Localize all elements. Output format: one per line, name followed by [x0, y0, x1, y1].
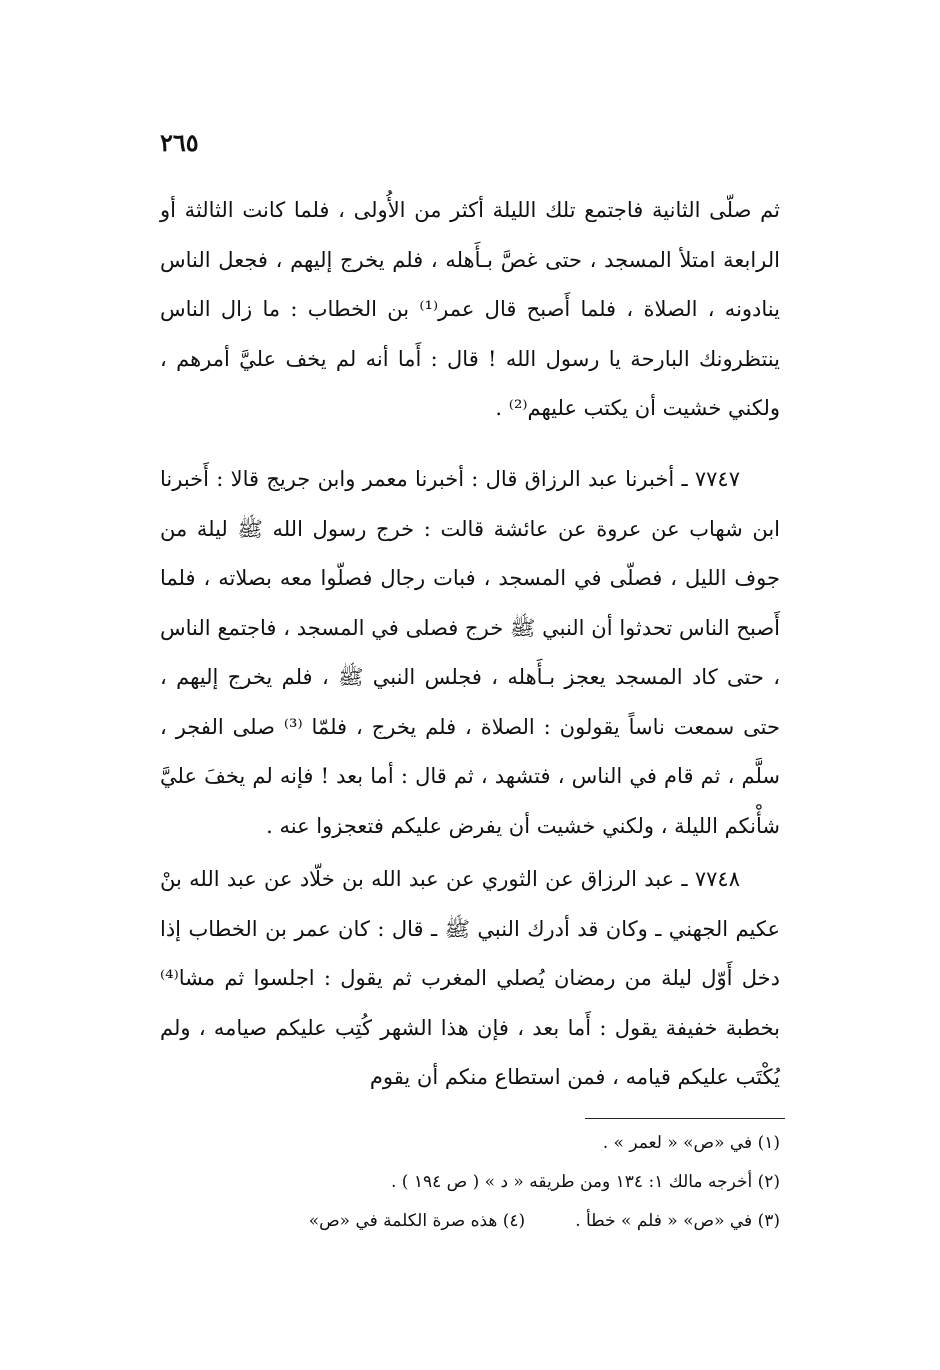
footnotes [160, 1124, 780, 1241]
footnote-4: (٤) هذه صرة الكلمة في «ص» [308, 1211, 526, 1231]
paragraph-text: ثم صلّى الثانية فاجتمع تلك الليلة أكثر من الأُولى ، فلما كانت الثالثة أو الرابعة امتلأ المسجد ، حتى غصَّ بـأَهله ، فلم يخرج إليهم ، فجعل الناس ينادونه ، الصلاة ، فلما أَصبح قال عمر⁽¹⁾ بن الخطاب : ما زال الناس ينتظرونك البارحة يا رسول الله ! قال : أَما أنه لم يخف عليَّ أمرهم ، ولكني خشيت أن يكتب عليهم⁽²⁾ . [160, 198, 780, 420]
footnote-1: (١) في «ص» « لعمر » . [602, 1133, 780, 1153]
hadith-7748 [160, 855, 780, 1103]
paragraph-text: ٧٧٤٨ ـ عبد الرزاق عن الثوري عن عبد الله بن خلّاد عن عبد الله بنْ عكيم الجهني ـ وكان قد أدرك النبي ﷺ ـ قال : كان عمر بن الخطاب إذا دخل أَوّل ليلة من رمضان يُصلي المغرب ثم يقول : اجلسوا ثم مشا⁽⁴⁾ بخطبة خفيفة يقول : أَما بعد ، فإن هذا الشهر كُتِب عليكم صيامه ، ولم يُكْتَب عليكم قيامه ، فمن استطاع منكم أن يقوم [160, 867, 780, 1089]
page-number: ٢٦٥ [160, 128, 199, 157]
footnote-3: (٣) في «ص» « فلم » خطأ . [575, 1211, 780, 1231]
footnote-2: (٢) أخرجه مالك ١: ١٣٤ ومن طريقه « د » ( ص ١٩٤ ) . [391, 1172, 780, 1192]
paragraph-continuation [160, 186, 780, 434]
hadith-7747 [160, 455, 780, 851]
paragraph-text: ٧٧٤٧ ـ أخبرنا عبد الرزاق قال : أخبرنا معمر وابن جريج قالا : أَخبرنا ابن شهاب عن عروة عن عائشة قالت : خرج رسول الله ﷺ ليلة من جوف الليل ، فصلّى في المسجد ، فبات رجال فصلّوا معه بصلاته ، فلما أَصبح الناس تحدثوا أن النبي ﷺ خرج فصلى في المسجد ، فاجتمع الناس ، حتى كاد المسجد يعجز بـأَهله ، فجلس النبي ﷺ ، فلم يخرج إليهم ، حتى سمعت ناساً يقولون : الصلاة ، فلم يخرج ، فلمّا ⁽³⁾ صلى الفجر ، سلَّم ، ثم قام في الناس ، فتشهد ، ثم قال : أما بعد ! فإنه لم يخفَ عليَّ شأْنكم الليلة ، ولكني خشيت أن يفرض عليكم فتعجزوا عنه . [160, 467, 781, 838]
footnote-divider [585, 1118, 785, 1119]
footnote-row [160, 1202, 780, 1241]
